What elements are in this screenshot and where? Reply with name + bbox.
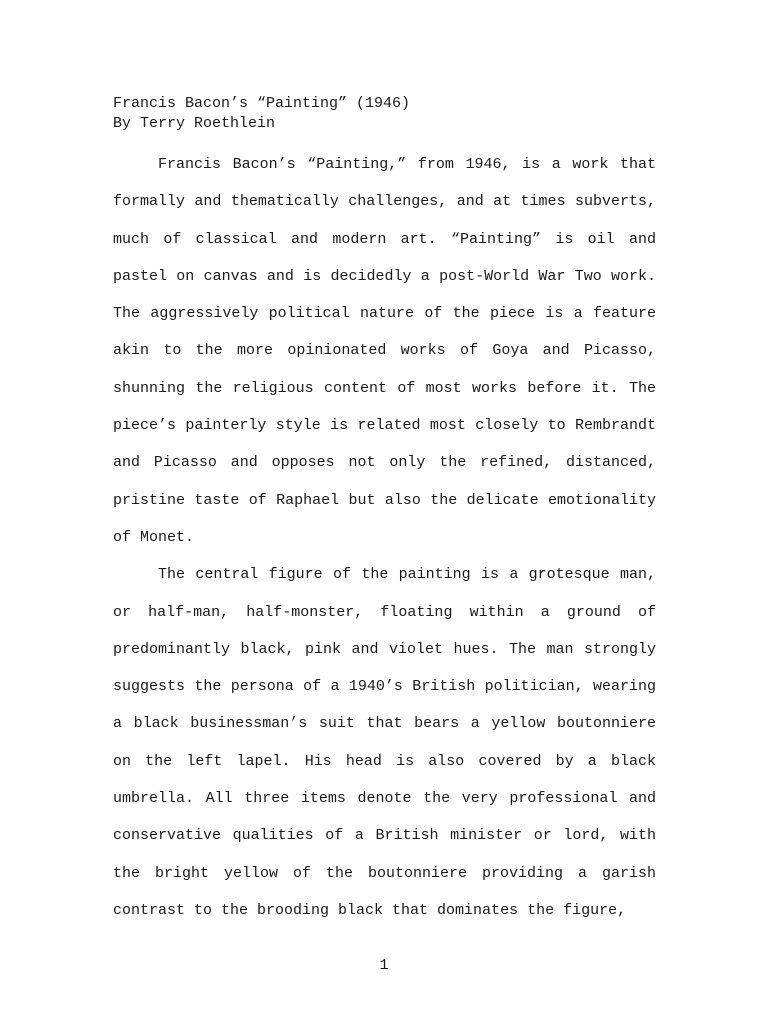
document-body bbox=[113, 146, 656, 929]
document-title: Francis Bacon’s “Painting” (1946) bbox=[113, 95, 411, 112]
paragraph-2: The central figure of the painting is a grotesque man, or half-man, half-monster, floating within a ground of predominantly black, pink and violet hues. The man strongly suggests the persona of a 1940’s British politician, wearing a black businessman’s suit that bears a yellow boutonniere on the left lapel. His head is also covered by a black umbrella. All three items denote the very professional and conservative qualities of a British minister or lord, with the bright yellow of the boutonniere providing a garish contrast to the brooding black that dominates the figure, bbox=[113, 566, 656, 919]
document-header bbox=[113, 94, 673, 134]
page-number: 1 bbox=[379, 957, 389, 974]
paragraph-1: Francis Bacon’s “Painting,” from 1946, is a work that formally and thematically challenges, and at times subverts, much of classical and modern art. “Painting” is oil and pastel on canvas and is decidedly a post-World War Two work. The aggressively political nature of the piece is a feature akin to the more opinionated works of Goya and Picasso, shunning the religious content of most works before it. The piece’s painterly style is related most closely to Rembrandt and Picasso and opposes not only the refined, distanced, pristine taste of Raphael but also the delicate emotionality of Monet. bbox=[113, 156, 656, 546]
document-byline: By Terry Roethlein bbox=[113, 115, 276, 132]
